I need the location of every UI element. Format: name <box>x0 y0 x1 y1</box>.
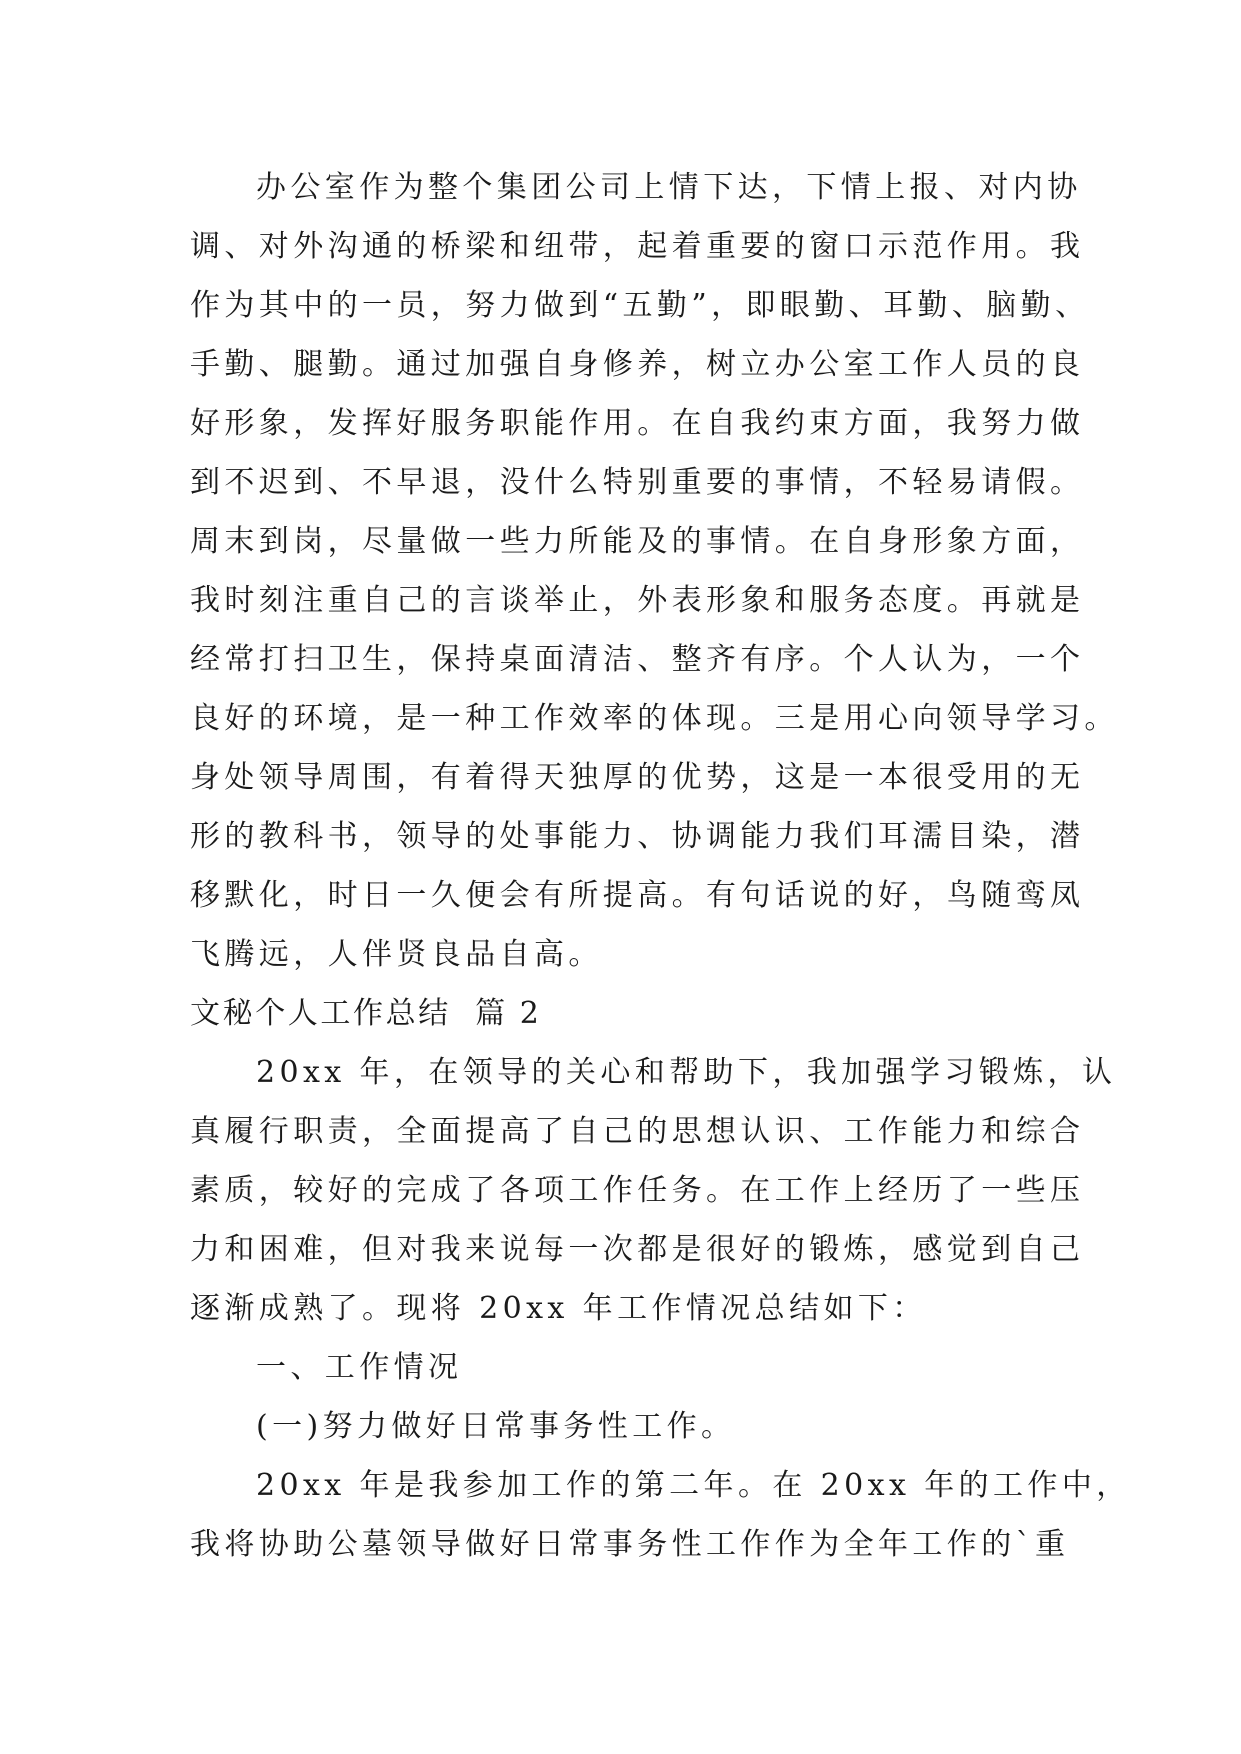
paragraph-line: 力和困难，但对我来说每一次都是很好的锻炼，感觉到自己 <box>190 1232 1085 1267</box>
paragraph-line: 身处领导周围，有着得天独厚的优势，这是一本很受用的无 <box>190 760 1085 795</box>
paragraph-line: 调、对外沟通的桥梁和纽带，起着重要的窗口示范作用。我 <box>190 229 1085 264</box>
paragraph-line: 到不迟到、不早退，没什么特别重要的事情，不轻易请假。 <box>190 465 1085 500</box>
paragraph-line: 移默化，时日一久便会有所提高。有句话说的好，鸟随鸾凤 <box>190 878 1085 913</box>
paragraph-line: 我时刻注重自己的言谈举止，外表形象和服务态度。再就是 <box>190 583 1085 618</box>
paragraph-line: 作为其中的一员，努力做到“五勤”，即眼勤、耳勤、脑勤、 <box>190 288 1090 323</box>
paragraph-line: 形的教科书，领导的处事能力、协调能力我们耳濡目染，潜 <box>190 819 1085 854</box>
paragraph-line: 良好的环境，是一种工作效率的体现。三是用心向领导学习。 <box>190 701 1119 736</box>
subheading-work-situation: 一、工作情况 <box>256 1350 463 1385</box>
paragraph-line: 20xx 年是我参加工作的第二年。在 20xx 年的工作中， <box>256 1468 1131 1503</box>
paragraph-line: 手勤、腿勤。通过加强自身修养，树立办公室工作人员的良 <box>190 347 1085 382</box>
paragraph-line: 素质，较好的完成了各项工作任务。在工作上经历了一些压 <box>190 1173 1085 1208</box>
paragraph-line: 飞腾远，人伴贤良品自高。 <box>190 937 603 972</box>
paragraph-line: 周末到岗，尽量做一些力所能及的事情。在自身形象方面， <box>190 524 1085 559</box>
subheading-daily-affairs: (一)努力做好日常事务性工作。 <box>256 1409 736 1444</box>
paragraph-line: 好形象，发挥好服务职能作用。在自我约束方面，我努力做 <box>190 406 1085 441</box>
document-body <box>190 158 1131 1574</box>
paragraph-line: 20xx 年，在领导的关心和帮助下，我加强学习锻炼，认 <box>256 1055 1117 1090</box>
section-heading: 文秘个人工作总结 篇 2 <box>190 996 542 1031</box>
paragraph-line: 办公室作为整个集团公司上情下达，下情上报、对内协 <box>256 170 1082 205</box>
paragraph-line: 真履行职责，全面提高了自己的思想认识、工作能力和综合 <box>190 1114 1085 1149</box>
paragraph-line: 逐渐成熟了。现将 20xx 年工作情况总结如下： <box>190 1291 927 1326</box>
paragraph-line: 经常打扫卫生，保持桌面清洁、整齐有序。个人认为，一个 <box>190 642 1085 677</box>
paragraph-line: 我将协助公墓领导做好日常事务性工作作为全年工作的`重 <box>190 1527 1070 1562</box>
